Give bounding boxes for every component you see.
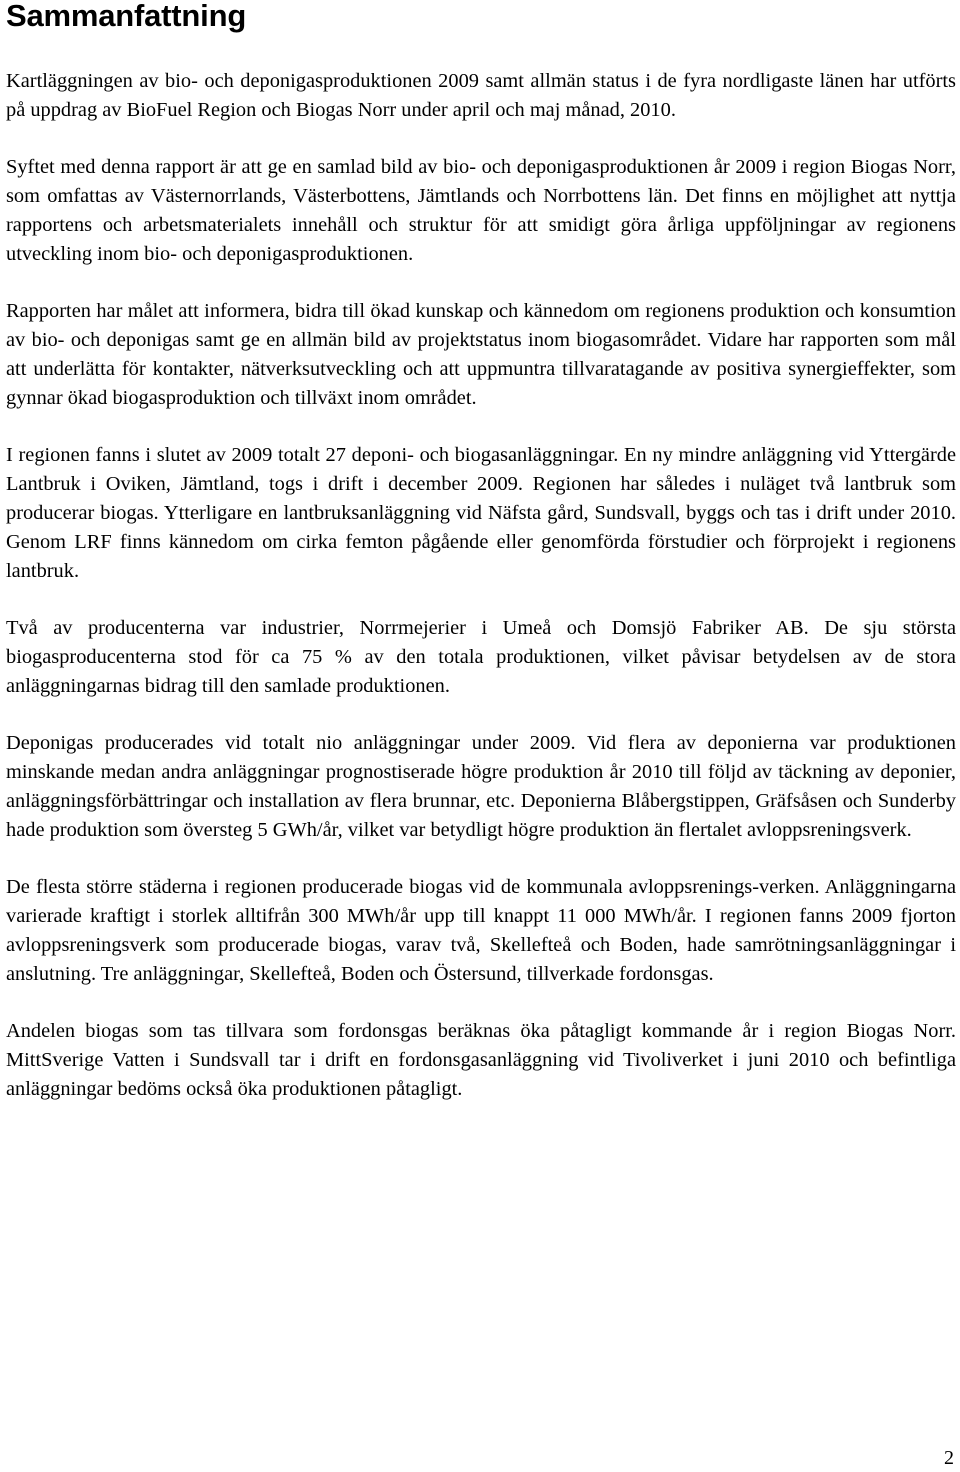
- summary-body: [6, 67, 956, 1132]
- page-title: Sammanfattning: [6, 0, 247, 33]
- paragraph-4: I regionen fanns i slutet av 2009 totalt 27 deponi- och biogasanläggningar. En ny mindre anläggning vid Yttergärde Lantbruk i Oviken, Jämtland, togs i drift i december 2009. Regionen har således i nuläget två lantbruk som producerar biogas. Ytterligare en lantbruksanläggning vid Näfsta gård, Sundsvall, byggs och tas i drift under 2010. Genom LRF finns kännedom om cirka femton pågående eller genomförda förstudier och förprojekt i regionens lantbruk.: [6, 444, 956, 582]
- paragraph-8: Andelen biogas som tas tillvara som fordonsgas beräknas öka påtagligt kommande år i region Biogas Norr. MittSverige Vatten i Sundsvall tar i drift en fordonsgasanläggning vid Tivoliverket i juni 2010 och befintliga anläggningar bedöms också öka produktionen påtagligt.: [6, 1020, 956, 1100]
- paragraph-1: Kartläggningen av bio- och deponigasproduktionen 2009 samt allmän status i de fyra nordligaste länen har utförts på uppdrag av BioFuel Region och Biogas Norr under april och maj månad, 2010.: [6, 70, 956, 121]
- paragraph-2: Syftet med denna rapport är att ge en samlad bild av bio- och deponigasproduktionen år 2009 i region Biogas Norr, som omfattas av Västernorrlands, Västerbottens, Jämtlands och Norrbottens län. Det finns en möjlighet att nyttja rapportens och arbetsmaterialets innehåll och struktur för att smidigt göra årliga uppföljningar av regionens utveckling inom bio- och deponigasproduktionen.: [6, 156, 956, 265]
- page-number: 2: [944, 1447, 954, 1469]
- paragraph-3: Rapporten har målet att informera, bidra till ökad kunskap och kännedom om regionens produktion och konsumtion av bio- och deponigas samt ge en allmän bild av projektstatus inom biogasområdet. Vidare har rapporten som mål att underlätta för kontakter, nätverksutveckling och att uppmuntra tillvaratagande av positiva synergieffekter, som gynnar ökad biogasproduktion och tillväxt inom området.: [6, 300, 956, 409]
- paragraph-5: Två av producenterna var industrier, Norrmejerier i Umeå och Domsjö Fabriker AB. De sju största biogasproducenterna stod för ca 75 % av den totala produktionen, vilket påvisar betydelsen av de stora anläggningarnas bidrag till den samlade produktionen.: [6, 617, 956, 697]
- paragraph-7: De flesta större städerna i regionen producerade biogas vid de kommunala avloppsrenings-verken. Anläggningarna varierade kraftigt i storlek alltifrån 300 MWh/år upp till knappt 11 000 MWh/år. I regionen fanns 2009 fjorton avloppsreningsverk som producerade biogas, varav två, Skellefteå och Boden, hade samrötningsanläggningar i anslutning. Tre anläggningar, Skellefteå, Boden och Östersund, tillverkade fordonsgas.: [6, 876, 956, 985]
- paragraph-6: Deponigas producerades vid totalt nio anläggningar under 2009. Vid flera av deponierna var produktionen minskande medan andra anläggningar prognostiserade högre produktion år 2010 till följd av täckning av deponier, anläggningsförbättringar och installation av flera brunnar, etc. Deponierna Blåbergstippen, Gräfsåsen och Sunderby hade produktion som översteg 5 GWh/år, vilket var betydligt högre produktion än flertalet avloppsreningsverk.: [6, 732, 956, 841]
